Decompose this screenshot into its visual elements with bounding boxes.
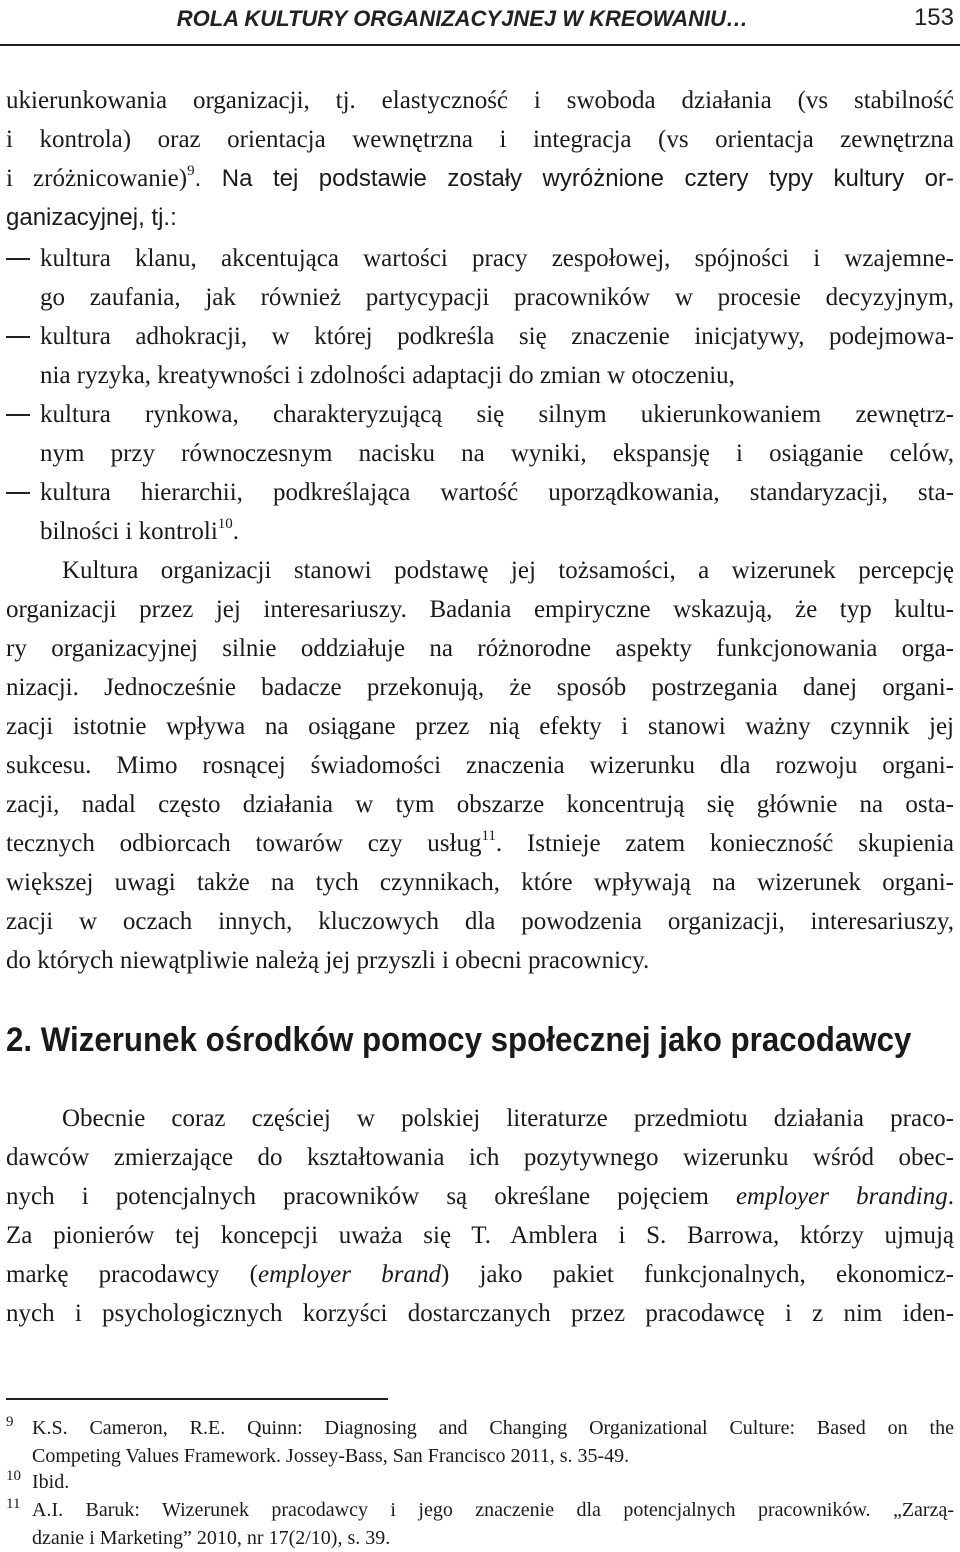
running-title: ROLA KULTURY ORGANIZACYJNEJ W KREOWANIU… <box>176 6 748 31</box>
body-line: zacji istotnie wpływa na osiągane przez nią efekty i stanowi ważny czynnik jej <box>6 713 954 740</box>
footnote-ref: 9 <box>187 163 195 179</box>
section-heading: 2. Wizerunek ośrodków pomocy społecznej jako pracodawcy <box>6 1021 912 1059</box>
list-dash <box>6 336 30 338</box>
body-line: dawców zmierzające do kształtowania ich pozytywnego wizerunku wśród obec- <box>6 1144 954 1171</box>
body-line: Za pionierów tej koncepcji uważa się T. Amblera i S. Barrowa, którzy ujmują <box>6 1222 954 1249</box>
body-line: ry organizacyjnej silnie oddziałuje na różnorodne aspekty funkcjonowania orga- <box>6 635 954 662</box>
body-line: nych i potencjalnych pracowników są określane pojęciem employer branding. <box>6 1183 955 1210</box>
footnote-ref: 10 <box>217 516 233 532</box>
footnote-number: 10 <box>6 1468 21 1484</box>
body-line: sukcesu. Mimo rosnącej świadomości znaczenia wizerunku dla rozwoju organi- <box>6 752 954 779</box>
footnote: dzanie i Marketing” 2010, nr 17(2/10), s. 39. <box>32 1527 391 1549</box>
body-line: zacji, nadal często działania w tym obszarze koncentrują się głównie na osta- <box>6 791 954 818</box>
list-item: kultura hierarchii, podkreślająca wartość uporządkowania, standaryzacji, sta- <box>40 479 954 506</box>
body-line: Kultura organizacji stanowi podstawę jej tożsamości, a wizerunek percepcję <box>62 557 954 584</box>
body-line: i zróżnicowanie)$^9$. Na tej podstawie zostały wyróżnione cztery typy kultury or- <box>6 163 954 192</box>
body-line: ukierunkowania organizacji, tj. elastyczność i swoboda działania (vs stabilność <box>6 87 954 114</box>
running-header <box>0 0 960 46</box>
list-dash <box>6 492 30 494</box>
emphasis: employer brand <box>257 1261 441 1288</box>
footnote: Competing Values Framework. Jossey-Bass, San Francisco 2011, s. 35-49. <box>32 1445 630 1467</box>
body-line: większej uwagi także na tych czynnikach, które wpływają na wizerunek organi- <box>6 869 954 896</box>
footnote-number: 9 <box>6 1414 14 1430</box>
list-dash <box>6 414 30 416</box>
body-line: Obecnie coraz częściej w polskiej literaturze przedmiotu działania praco- <box>62 1105 954 1132</box>
footnote: Ibid. <box>32 1471 70 1493</box>
body-line: tecznych odbiorcach towarów czy usług$^{11}$. Istnieje zatem konieczność skupienia <box>6 828 955 857</box>
body-line: organizacji przez jej interesariuszy. Badania empiryczne wskazują, że typ kultu- <box>6 596 954 623</box>
emphasis: employer branding <box>735 1183 948 1210</box>
body-line: nych i psychologicznych korzyści dostarczanych przez pracodawcę i z nim iden- <box>6 1300 954 1327</box>
footnote: K.S. Cameron, R.E. Quinn: Diagnosing and Changing Organizational Culture: Based on the <box>32 1417 954 1439</box>
list-item: nym przy równoczesnym nacisku na wyniki, ekspansję i osiąganie celów, <box>40 440 954 467</box>
list-item: bilności i kontroli$^{10}$. <box>40 516 240 545</box>
body-line: zacji w oczach innych, kluczowych dla powodzenia organizacji, interesariuszy, <box>6 908 954 935</box>
list-item: kultura rynkowa, charakteryzującą się silnym ukierunkowaniem zewnętrz- <box>40 401 954 428</box>
list-item: go zaufania, jak również partycypacji pracowników w procesie decyzyjnym, <box>40 284 954 311</box>
list-item: kultura klanu, akcentująca wartości pracy zespołowej, spójności i wzajemne- <box>40 245 954 272</box>
footnote-ref: 11 <box>481 828 496 844</box>
footnote-number: 11 <box>6 1496 21 1512</box>
page-number: 153 <box>913 4 954 31</box>
footnote: A.I. Baruk: Wizerunek pracodawcy i jego znaczenie dla potencjalnych pracowników. „Zarzą- <box>32 1499 954 1521</box>
list-item: nia ryzyka, kreatywności i zdolności adaptacji do zmian w otoczeniu, <box>40 362 735 389</box>
body-line: do których niewątpliwie należą jej przyszli i obecni pracownicy. <box>6 947 650 974</box>
list-item: kultura adhokracji, w której podkreśla się znaczenie inicjatywy, podejmowa- <box>40 323 954 350</box>
footnote-separator <box>6 1398 388 1400</box>
body-line: markę pracodawcy (employer brand) jako pakiet funkcjonalnych, ekonomicz- <box>6 1261 955 1288</box>
body-line: ganizacyjnej, tj.: <box>6 204 177 231</box>
body-line: nizacji. Jednocześnie badacze przekonują, że sposób postrzegania danej organi- <box>6 674 954 701</box>
list-dash <box>6 258 30 260</box>
body-line: i kontrola) oraz orientacja wewnętrzna i integracja (vs orientacja zewnętrzna <box>6 126 954 153</box>
